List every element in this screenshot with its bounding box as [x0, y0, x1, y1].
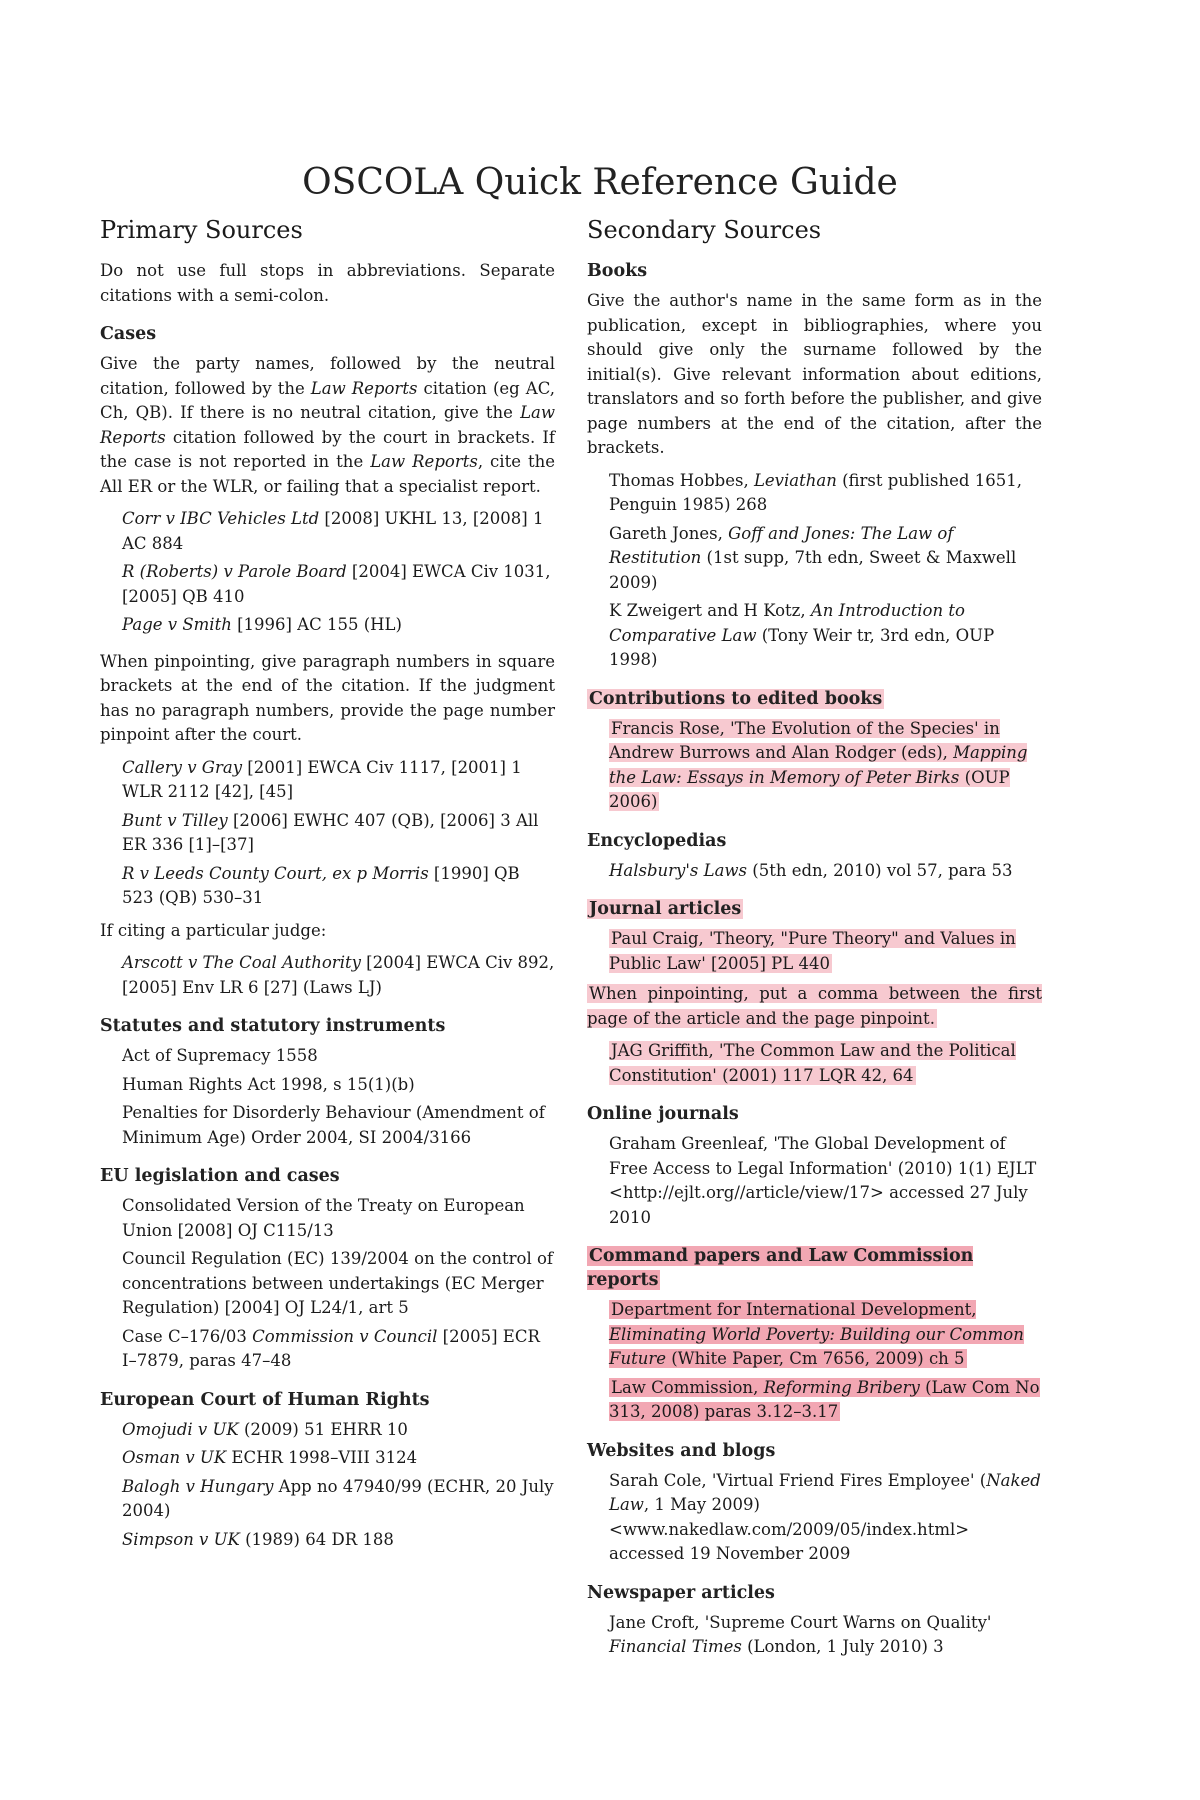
books-paragraph: Give the author's name in the same form as in the publication, except in bibliographies, where you should give only the surname followed by the initial(s). Give relevant information about editions, translators and so forth before the publisher, and give page numbers at the end of the citation, after the brackets.: [587, 291, 1042, 457]
citation-example: Gareth Jones, Goff and Jones: The Law of Restitution (1st supp, 7th edn, Sweet & Maxwell 2009): [609, 523, 1017, 592]
journal-pinpoint-paragraph: When pinpointing, put a comma between the first page of the article and the page pinpoint.: [587, 984, 1042, 1028]
citation-example: R v Leeds County Court, ex p Morris [1990] QB 523 (QB) 530–31: [122, 863, 520, 907]
cases-paragraph: Give the party names, followed by the neutral citation, followed by the Law Reports citation (eg AC, Ch, QB). If there is no neutral citation, give the Law Reports citation followed by the court in brackets. If the case is not reported in the Law Reports, cite the All ER or the WLR, or failing that a specialist report.: [100, 354, 555, 496]
secondary-sources-column: [587, 215, 1042, 1664]
online-journals-heading: Online journals: [587, 1104, 739, 1124]
citation-example: Osman v UK ECHR 1998–VIII 3124: [122, 1448, 418, 1467]
citation-example: Halsbury's Laws (5th edn, 2010) vol 57, para 53: [609, 860, 1013, 880]
citation-example: Thomas Hobbes, Leviathan (first published 1651, Penguin 1985) 268: [609, 470, 1022, 514]
judge-paragraph: If citing a particular judge:: [100, 920, 327, 940]
websites-heading: Websites and blogs: [587, 1440, 776, 1461]
books-heading: Books: [587, 261, 648, 281]
page-title: OSCOLA Quick Reference Guide: [302, 162, 898, 203]
citation-example: Act of Supremacy 1558: [122, 1046, 318, 1065]
primary-intro: Do not use full stops in abbreviations. Separate citations with a semi-colon.: [100, 261, 555, 305]
citation-example: Graham Greenleaf, 'The Global Development of Free Access to Legal Information' (2010) 1(1) EJLT <http://ejlt.org//article/view/17> accessed 27 July 2010: [609, 1134, 1037, 1227]
citation-example: Callery v Gray [2001] EWCA Civ 1117, [2001] 1 WLR 2112 [42], [45]: [122, 757, 522, 801]
citation-example: Consolidated Version of the Treaty on European Union [2008] OJ C115/13: [122, 1196, 525, 1240]
command-papers-heading: Command papers and Law Commission reports: [587, 1246, 974, 1290]
citation-example: Case C–176/03 Commission v Council [2005] ECR I–7879, paras 47–48: [122, 1326, 540, 1370]
citation-example: Bunt v Tilley [2006] EWHC 407 (QB), [2006] 3 All ER 336 [1]–[37]: [122, 810, 539, 854]
primary-sources-heading: Primary Sources: [100, 216, 303, 244]
citation-example: R (Roberts) v Parole Board [2004] EWCA Civ 1031, [2005] QB 410: [122, 562, 551, 606]
citation-example: Human Rights Act 1998, s 15(1)(b): [122, 1074, 415, 1094]
cases-heading: Cases: [100, 324, 157, 344]
citation-example: Penalties for Disorderly Behaviour (Amendment of Minimum Age) Order 2004, SI 2004/3166: [122, 1103, 545, 1147]
statutes-heading: Statutes and statutory instruments: [100, 1016, 446, 1036]
citation-example: Page v Smith [1996] AC 155 (HL): [122, 615, 402, 634]
citation-example: Jane Croft, 'Supreme Court Warns on Quality' Financial Times (London, 1 July 2010) 3: [609, 1612, 992, 1656]
citation-example: Department for International Development, Eliminating World Poverty: Building our Common Future (White Paper, Cm 7656, 2009) ch 5: [609, 1300, 1024, 1368]
citation-example: JAG Griffith, 'The Common Law and the Political Constitution' (2001) 117 LQR 42, 64: [609, 1041, 1016, 1085]
primary-sources-column: [100, 215, 555, 1556]
citation-example: Paul Craig, 'Theory, "Pure Theory" and Values in Public Law' [2005] PL 440: [609, 929, 1016, 973]
citation-example: Council Regulation (EC) 139/2004 on the control of concentrations between undertakings (EC Merger Regulation) [2004] OJ L24/1, art 5: [122, 1249, 554, 1317]
eu-heading: EU legislation and cases: [100, 1166, 340, 1186]
journal-articles-heading: Journal articles: [589, 899, 742, 919]
citation-example: Omojudi v UK (2009) 51 EHRR 10: [122, 1419, 408, 1439]
pinpoint-paragraph: When pinpointing, give paragraph numbers in square brackets at the end of the citation. If the judgment has no paragraph numbers, provide the page number pinpoint after the court.: [100, 651, 555, 744]
citation-example: Francis Rose, 'The Evolution of the Species' in Andrew Burrows and Alan Rodger (eds), Mapping the Law: Essays in Memory of Peter Birks (OUP 2006): [609, 718, 1028, 811]
citation-example: Law Commission, Reforming Bribery (Law Com No 313, 2008) paras 3.12–3.17: [609, 1377, 1040, 1421]
edited-books-heading: Contributions to edited books: [589, 688, 883, 709]
citation-example: Sarah Cole, 'Virtual Friend Fires Employee' (Naked Law, 1 May 2009) <www.nakedlaw.com/2009/05/index.html> accessed 19 November 2009: [609, 1470, 1041, 1563]
echr-heading: European Court of Human Rights: [100, 1389, 430, 1410]
citation-example: Simpson v UK (1989) 64 DR 188: [122, 1529, 394, 1549]
citation-example: Arscott v The Coal Authority [2004] EWCA Civ 892, [2005] Env LR 6 [27] (Laws LJ): [122, 953, 555, 997]
secondary-sources-heading: Secondary Sources: [587, 216, 822, 244]
citation-example: Balogh v Hungary App no 47940/99 (ECHR, 20 July 2004): [122, 1476, 554, 1520]
citation-example: Corr v IBC Vehicles Ltd [2008] UKHL 13, [2008] 1 AC 884: [122, 509, 544, 553]
encyclopedias-heading: Encyclopedias: [587, 830, 727, 851]
citation-example: K Zweigert and H Kotz, An Introduction to Comparative Law (Tony Weir tr, 3rd edn, OUP 1998): [609, 601, 995, 669]
newspapers-heading: Newspaper articles: [587, 1582, 775, 1603]
